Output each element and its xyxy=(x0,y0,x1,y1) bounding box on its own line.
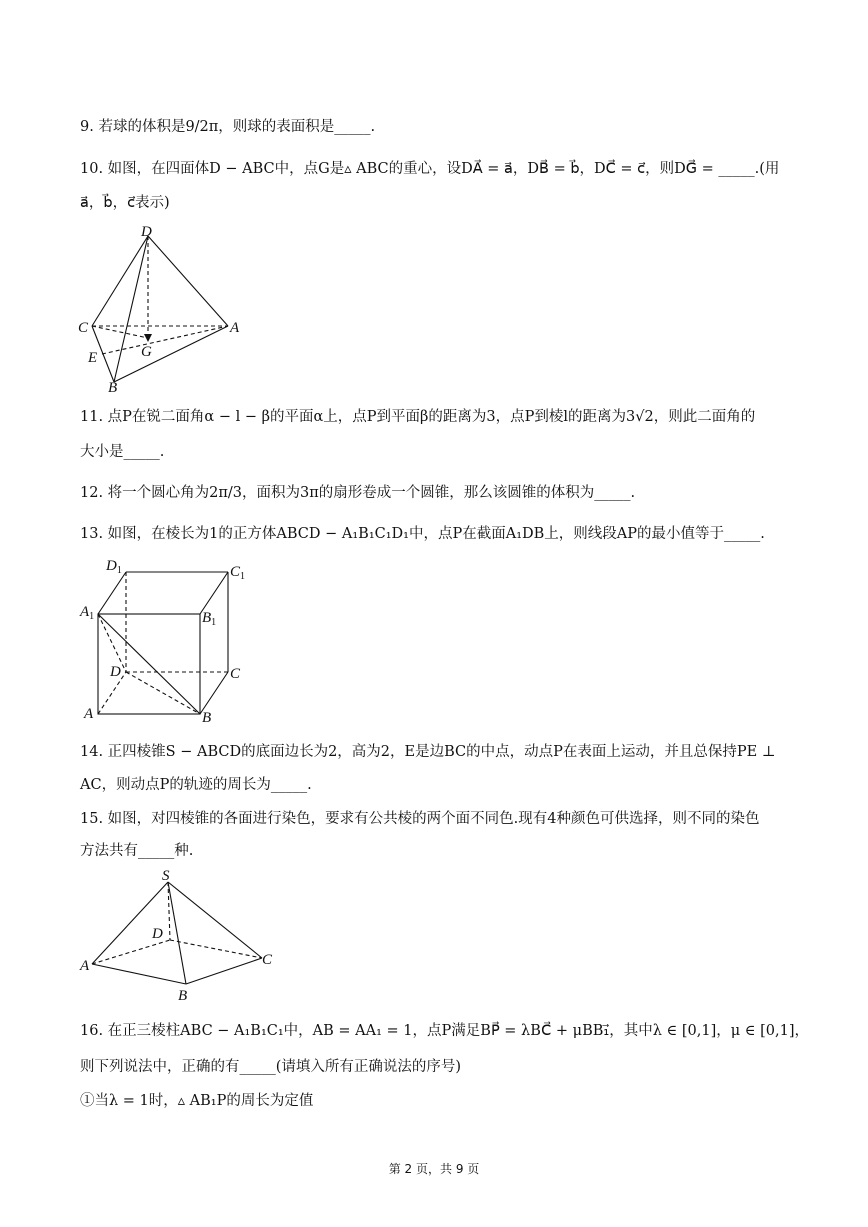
label-C: C xyxy=(78,320,89,336)
question-16: 16. 在正三棱柱ABC − A₁B₁C₁中，AB = AA₁ = 1，点P满足BP⃗ = λBC⃗ + μBB₁⃗，其中λ ∈ [0,1]，μ ∈ [0,1]， xyxy=(80,1023,809,1039)
question-16-option-1: ①当λ = 1时，▵ AB₁P的周长为定值 xyxy=(80,1093,314,1109)
label-A1: $A_1$ xyxy=(80,604,95,622)
page-footer: 第 2 页，共 9 页 xyxy=(388,1162,480,1176)
question-14: 14. 正四棱锥S − ABCD的底面边长为2，高为2，E是边BC的中点，动点P在表面上运动，并且总保持PE ⊥ xyxy=(80,744,776,760)
label-B: B xyxy=(108,380,118,394)
figure-cube xyxy=(78,552,258,724)
label-C: C xyxy=(230,666,241,682)
label-G: G xyxy=(141,344,152,360)
label-D: D xyxy=(152,926,163,942)
question-10-cont: a⃗，b⃗，c⃗表示) xyxy=(80,195,170,211)
label-D: D xyxy=(110,664,121,680)
label-B: B xyxy=(178,988,188,1004)
question-15-cont: 方法共有_____种. xyxy=(80,843,194,859)
question-9: 9. 若球的体积是9/2π，则球的表面积是_____. xyxy=(80,119,376,135)
question-11: 11. 点P在锐二面角α − l − β的平面α上，点P到平面β的距离为3，点P到棱l的距离为3√2，则此二面角的 xyxy=(80,409,756,425)
figure-tetrahedron xyxy=(78,222,258,394)
label-D: D xyxy=(141,224,152,240)
question-12: 12. 将一个圆心角为2π/3，面积为3π的扇形卷成一个圆锥，那么该圆锥的体积为_____. xyxy=(80,485,636,501)
question-14-cont: AC，则动点P的轨迹的周长为_____. xyxy=(80,777,312,793)
label-A: A xyxy=(84,706,94,722)
label-A: A xyxy=(230,320,240,336)
question-13: 13. 如图，在棱长为1的正方体ABCD − A₁B₁C₁D₁中，点P在截面A₁DB上，则线段AP的最小值等于_____. xyxy=(80,526,765,542)
label-D1: $D_1$ xyxy=(106,558,122,576)
label-A: A xyxy=(80,958,90,974)
question-10: 10. 如图，在四面体D − ABC中，点G是▵ ABC的重心，设DA⃗ = a⃗，DB⃗ = b⃗，DC⃗ = c⃗，则DG⃗ = _____.(用 xyxy=(80,161,780,177)
question-15: 15. 如图，对四棱锥的各面进行染色，要求有公共棱的两个面不同色.现有4种颜色可供选择，则不同的染色 xyxy=(80,811,760,827)
question-16-cont: 则下列说法中，正确的有_____(请填入所有正确说法的序号) xyxy=(80,1059,462,1075)
label-C: C xyxy=(262,952,273,968)
label-S: S xyxy=(162,868,170,884)
label-B: B xyxy=(202,710,212,724)
figure-pyramid xyxy=(78,866,288,1006)
label-B1: $B_1$ xyxy=(202,610,217,628)
label-E: E xyxy=(88,350,98,366)
question-11-cont: 大小是_____. xyxy=(80,444,165,460)
label-C1: $C_1$ xyxy=(230,564,246,582)
